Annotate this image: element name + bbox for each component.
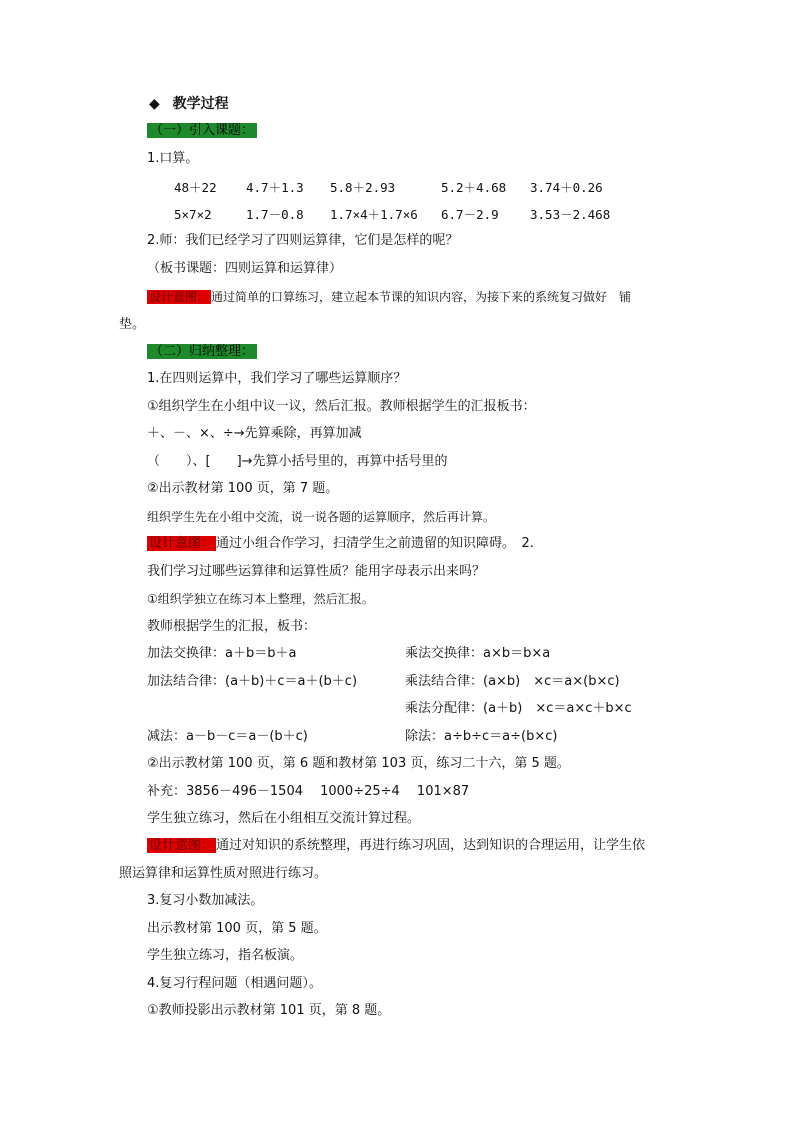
calc-cell: 1.7－0.8 [246, 207, 304, 222]
calc-cell: 3.53－2.468 [530, 207, 611, 222]
oral-calc-row-1 [174, 180, 603, 196]
q3-b: 学生独立练习，指名板演。 [147, 948, 304, 963]
calc-cell: 5×7×2 [174, 207, 212, 222]
part1-item2: 2.师：我们已经学习了四则运算律，它们是怎样的呢？ [147, 233, 459, 248]
q2-c: ②出示教材第 100 页，第 6 题和教材第 103 页，练习二十六，第 5 题。 [147, 756, 570, 771]
law-addition-associative: 加法结合律：(a＋b)＋c＝a＋(b＋c) [147, 674, 358, 689]
part1-item1: 1.口算。 [147, 151, 199, 166]
law-addition-commutative: 加法交换律：a＋b＝b＋a [147, 646, 297, 661]
design-intent-1: 设计意图： 通过简单的口算练习，建立起本节课的知识内容，为接下来的系统复习做好 铺 [149, 290, 632, 304]
design-intent-tag: 设计意图： [149, 536, 215, 551]
q3: 3.复习小数加减法。 [147, 893, 264, 908]
calc-cell: 6.7－2.9 [441, 207, 499, 222]
q1-c: （ ）、[ ]→先算小括号里的，再算中括号里的 [147, 454, 448, 469]
section-title [149, 96, 229, 112]
calc-cell: 5.2＋4.68 [441, 180, 507, 195]
law-division: 除法：a÷b÷c＝a÷(b×c) [405, 729, 558, 744]
law-distributive: 乘法分配律：(a＋b) ×c＝a×c＋b×c [405, 701, 632, 716]
part1-header: （一）引入课题： [147, 123, 257, 139]
part2-header: （二）归纳整理： [147, 344, 257, 360]
calc-cell: 3.74＋0.26 [530, 180, 603, 195]
calc-cell: 5.8＋2.93 [330, 180, 396, 195]
design-intent-3: 设计意图： 通过对知识的系统整理，再进行练习巩固，达到知识的合理运用，让学生依 [149, 838, 646, 853]
law-subtraction: 减法：a－b－c＝a－(b＋c) [147, 729, 308, 744]
q2-b: 教师根据学生的汇报，板书： [147, 619, 317, 634]
design-intent-2: 设计意图： 通过小组合作学习，扫清学生之前遗留的知识障碍。 2. [149, 536, 534, 551]
design-intent-tag: 设计意图： [149, 838, 215, 853]
q3-a: 出示教材第 100 页，第 5 题。 [147, 921, 327, 936]
design-intent-3-cont: 照运算律和运算性质对照进行练习。 [119, 866, 328, 881]
q4-a: ①教师投影出示教材第 101 页，第 8 题。 [147, 1003, 391, 1018]
q1-b: ＋、－、×、÷→先算乘除，再算加减 [147, 426, 362, 441]
calc-cell: 1.7×4＋1.7×6 [330, 207, 418, 222]
diamond-bullet-icon: ◆ [149, 96, 160, 112]
law-multiplication-commutative: 乘法交换律：a×b＝b×a [405, 646, 551, 661]
q1-d: ②出示教材第 100 页，第 7 题。 [147, 481, 339, 496]
part1-board: （板书课题：四则运算和运算律） [147, 261, 343, 276]
q2-e: 学生独立练习，然后在小组相互交流计算过程。 [147, 811, 421, 826]
design-intent-1-cont: 垫。 [119, 317, 146, 332]
q2: 我们学习过哪些运算律和运算性质？能用字母表示出来吗？ [147, 564, 486, 579]
q2-a: ①组织学独立在练习本上整理，然后汇报。 [147, 592, 374, 606]
q1-a: ①组织学生在小组中议一议，然后汇报。教师根据学生的汇报板书： [147, 399, 536, 414]
q1: 1.在四则运算中，我们学习了哪些运算顺序？ [147, 371, 407, 386]
calc-cell: 4.7＋1.3 [246, 180, 304, 195]
law-multiplication-associative: 乘法结合律：(a×b) ×c＝a×(b×c) [405, 674, 620, 689]
calc-cell: 48＋22 [174, 180, 217, 195]
q1-e: 组织学生先在小组中交流，说一说各题的运算顺序，然后再计算。 [147, 510, 496, 524]
section-title-text: 教学过程 [172, 96, 229, 112]
oral-calc-row-2 [174, 207, 610, 223]
q4: 4.复习行程问题（相遇问题）。 [147, 976, 322, 991]
design-intent-tag: 设计意图： [149, 290, 210, 304]
q2-d: 补充：3856－496－1504 1000÷25÷4 101×87 [147, 784, 470, 799]
